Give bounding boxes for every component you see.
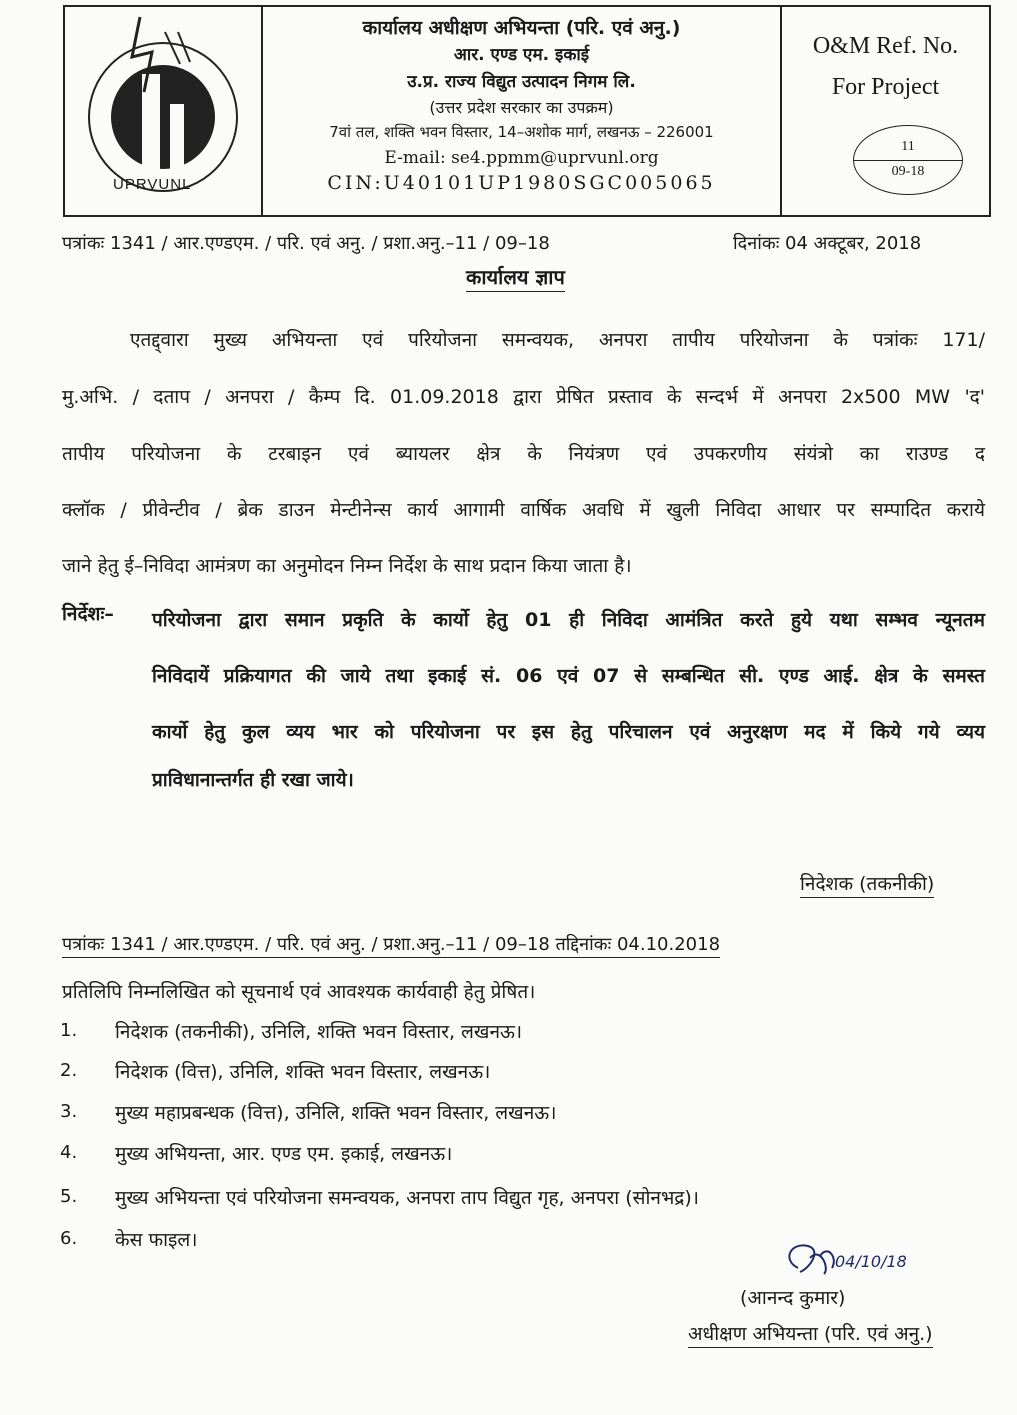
unit-name: आर. एण्ड एम. इकाई bbox=[453, 45, 590, 65]
director-signature-label: निदेशक (तकनीकी) bbox=[800, 870, 934, 896]
copy-item-number: 1. bbox=[60, 1020, 78, 1041]
letter-number: पत्रांकः 1341 / आर.एण्डएम. / परि. एवं अनु. / प्रशा.अनु.–11 / 09–18 bbox=[62, 233, 550, 254]
government-undertaking: (उत्तर प्रदेश सरकार का उपक्रम) bbox=[429, 98, 614, 117]
corporation-name: उ.प्र. राज्य विद्युत उत्पादन निगम लि. bbox=[407, 72, 636, 92]
direction-line-1: परियोजना द्वारा समान प्रकृति के कार्यो हेतु 01 ही निविदा आमंत्रित करते हुये यथा सम्भव न्यूनतम bbox=[152, 609, 985, 631]
copy-item: मुख्य अभियन्ता, आर. एण्ड एम. इकाई, लखनऊ। bbox=[115, 1143, 453, 1165]
ref-oval-number: 11 bbox=[901, 139, 915, 154]
office-address: 7वां तल, शक्ति भवन विस्तार, 14–अशोक मार्ग, लखनऊ – 226001 bbox=[329, 123, 714, 141]
copy-item-number: 2. bbox=[60, 1060, 78, 1081]
office-name: कार्यालय अधीक्षण अभियन्ता (परि. एवं अनु.) bbox=[362, 17, 681, 39]
office-email: E-mail: se4.ppmm@uprvunl.org bbox=[384, 148, 659, 168]
direction-line-3: कार्यो हेतु कुल व्यय भार को परियोजना पर इस हेतु परिचालन एवं अनुरक्षण मद में किये गये व्यय bbox=[152, 721, 985, 743]
signatory-designation: अधीक्षण अभियन्ता (परि. एवं अनु.) bbox=[688, 1320, 933, 1346]
letter-date: दिनांकः 04 अक्टूबर, 2018 bbox=[733, 233, 922, 254]
direction-line-4: प्राविधानान्तर्गत ही रखा जाये। bbox=[152, 769, 354, 791]
copy-item-number: 5. bbox=[60, 1186, 78, 1207]
direction-line-2: निविदायें प्रक्रियागत की जाये तथा इकाई सं. 06 एवं 07 से सम्बन्धित सी. एण्ड आई. क्षेत्र के समस्त bbox=[152, 665, 985, 687]
ref-title: O&M Ref. No. bbox=[812, 33, 959, 59]
ref-subtitle: For Project bbox=[831, 74, 940, 100]
ref-oval-divider bbox=[853, 160, 963, 161]
body-line-1: एतद्द्वारा मुख्य अभियन्ता एवं परियोजना समन्वयक, अनपरा तापीय परियोजना के पत्रांकः 171/ bbox=[130, 329, 985, 351]
logo-text: UPRVUNL bbox=[113, 176, 192, 193]
body-line-4: क्लॉक / प्रीवेन्टीव / ब्रेक डाउन मेन्टीनेन्स कार्य आगामी वार्षिक अवधि में खुली निविदा आधार पर सम्पादित कराये bbox=[62, 499, 985, 521]
signature-date: 04/10/18 bbox=[835, 1252, 907, 1271]
copy-item: निदेशक (तकनीकी), उनिलि, शक्ति भवन विस्तार, लखनऊ। bbox=[115, 1021, 523, 1043]
ref-oval-date: 09-18 bbox=[891, 164, 925, 179]
body-line-3: तापीय परियोजना के टरबाइन एवं ब्यायलर क्षेत्र के नियंत्रण एवं उपकरणीय संयंत्रो का राउण्ड द bbox=[62, 443, 985, 465]
memo-title: कार्यालय ज्ञाप bbox=[466, 263, 565, 290]
copy-item: निदेशक (वित्त), उनिलि, शक्ति भवन विस्तार, लखनऊ। bbox=[115, 1061, 491, 1083]
direction-label: निर्देशः– bbox=[62, 603, 114, 625]
cin-number: CIN:U40101UP1980SGC005065 bbox=[327, 172, 716, 194]
copy-item-number: 6. bbox=[60, 1228, 78, 1249]
signatory-name: (आनन्द कुमार) bbox=[740, 1287, 846, 1309]
copy-item: मुख्य अभियन्ता एवं परियोजना समन्वयक, अनपरा ताप विद्युत गृह, अनपरा (सोनभद्र)। bbox=[115, 1187, 699, 1209]
copy-reference: पत्रांकः 1341 / आर.एण्डएम. / परि. एवं अनु. / प्रशा.अनु.–11 / 09–18 तद्दिनांकः 04.10.2018 bbox=[62, 932, 720, 956]
body-line-2: मु.अभि. / दताप / अनपरा / कैम्प दि. 01.09.2018 द्वारा प्रेषित प्रस्ताव के सन्दर्भ में अनपरा 2x500 MW 'द' bbox=[62, 386, 985, 408]
copy-item-number: 3. bbox=[60, 1101, 78, 1122]
copy-item: केस फाइल। bbox=[115, 1229, 198, 1251]
copy-intro: प्रतिलिपि निम्नलिखित को सूचनार्थ एवं आवश्यक कार्यवाही हेतु प्रेषित। bbox=[62, 981, 536, 1003]
copy-item: मुख्य महाप्रबन्धक (वित्त), उनिलि, शक्ति भवन विस्तार, लखनऊ। bbox=[115, 1102, 557, 1124]
body-line-5: जाने हेतु ई–निविदा आमंत्रण का अनुमोदन निम्न निर्देश के साथ प्रदान किया जाता है। bbox=[62, 555, 632, 577]
copy-item-number: 4. bbox=[60, 1142, 78, 1163]
